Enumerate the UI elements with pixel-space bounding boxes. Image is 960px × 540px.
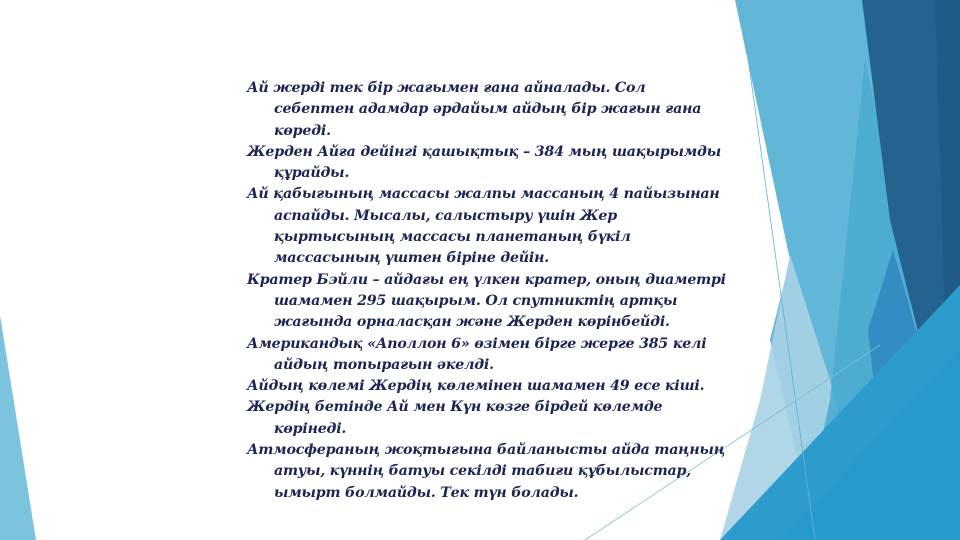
fact-paragraph: Ай қабығының массасы жалпы массаның 4 пайызынан аспайды. Мысалы, салыстыру үшін Жер қыртысының массасы планетаның бүкіл массасының үштен біріне дейін. [247, 186, 720, 267]
fact-paragraph: Атмосфераның жоқтығына байланысты айда таңның атуы, күннің батуы секілді табиғи құбылыстар, ымырт болмайды. Тек түн болады. [247, 442, 726, 501]
fact-paragraph: Ай жерді тек бір жағымен ғана айналады. Сол себептен адамдар әрдайым айдың бір жағын ғана көреді. [247, 80, 702, 139]
slide-text-body [247, 78, 727, 504]
fact-paragraph: Айдың көлемі Жердің көлемінен шамамен 49 есе кіші. [247, 378, 705, 395]
fact-paragraph: Кратер Бэйли – айдағы ең үлкен кратер, оның диаметрі шамамен 295 шақырым. Ол спутниктің артқы жағында орналасқан және Жерден көрінбейді. [247, 271, 726, 331]
fact-paragraph: Жерден Айға дейінгі қашықтық – 384 мың шақырымды құрайды. [247, 143, 721, 182]
fact-paragraph: Американдық «Аполлон 6» өзімен бірге жерге 385 келі айдың топырағын әкелді. [247, 335, 707, 373]
fact-paragraph: Жердің бетінде Ай мен Күн көзге бірдей көлемде көрінеді. [247, 399, 663, 437]
left-accent-triangle [0, 315, 36, 540]
